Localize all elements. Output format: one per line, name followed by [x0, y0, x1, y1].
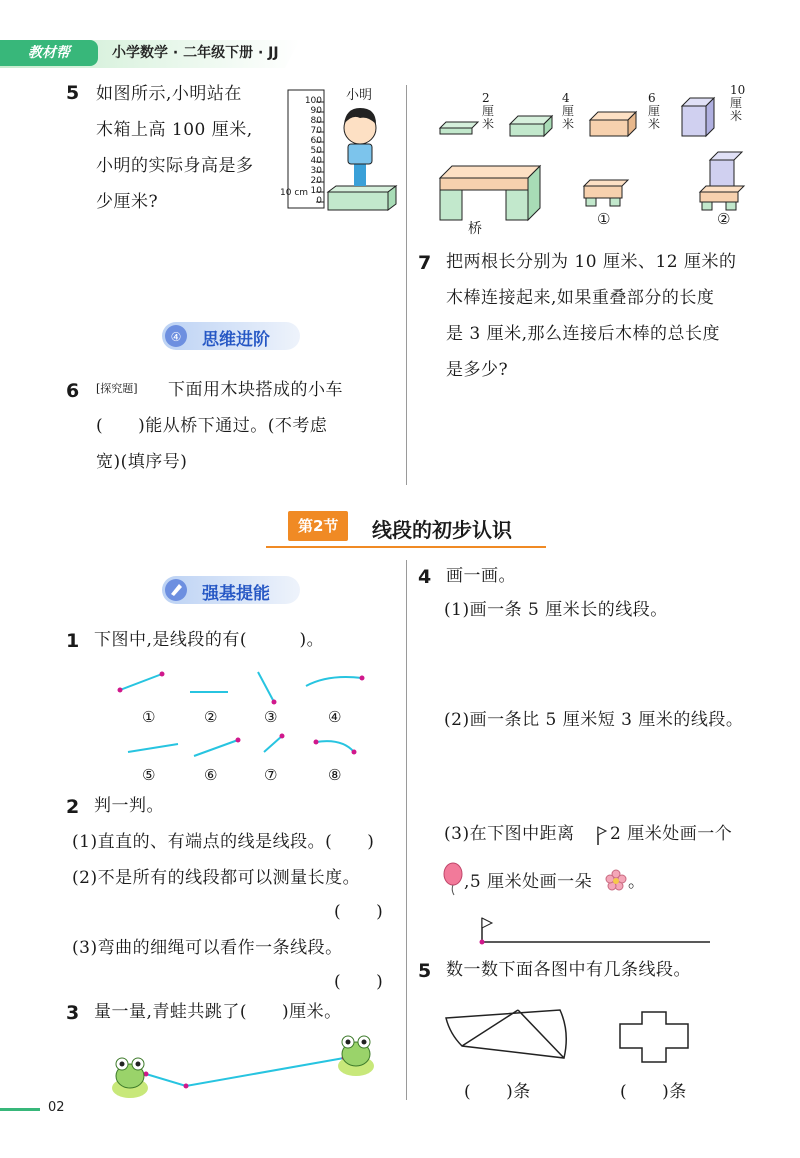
basic-badge-text: 强基提能	[202, 584, 270, 604]
q5b-text: 数一数下面各图中有几条线段。	[446, 960, 691, 980]
q6-line: 宽)(填序号)	[96, 452, 188, 472]
q6-line: ( )能从桥下通过。(不考虑	[96, 416, 328, 436]
question-number: 6	[66, 380, 80, 402]
thinking-badge	[162, 320, 302, 352]
thinking-badge-text: 思维进阶	[202, 330, 270, 350]
section-title: 线段的初步认识	[372, 518, 512, 542]
question-number: 5	[66, 82, 80, 104]
block-label: 10厘米	[730, 83, 746, 123]
unit-label: 10 cm	[280, 188, 309, 198]
answer-blank[interactable]: ( )条	[464, 1082, 531, 1102]
segment-label: ⑦	[264, 766, 278, 784]
segment-label: ①	[142, 708, 156, 726]
question-number: 1	[66, 630, 80, 652]
question-number: 2	[66, 796, 80, 818]
block-label: 2厘米	[482, 91, 495, 131]
q1-text: 下图中,是线段的有( )。	[94, 630, 325, 650]
segment-label: ⑤	[142, 766, 156, 784]
q2-item: (3)弯曲的细绳可以看作一条线段。	[72, 938, 343, 958]
name-label: 小明	[346, 88, 373, 103]
q4-item: 2 厘米处画一个	[610, 824, 733, 844]
segment-label: ③	[264, 708, 278, 726]
page-number-bar	[0, 1108, 40, 1111]
column-divider	[406, 560, 407, 1100]
q2-item: (2)不是所有的线段都可以测量长度。	[72, 868, 361, 888]
q5-line: 木箱上高 100 厘米,	[96, 120, 253, 140]
car-label: ②	[717, 210, 731, 228]
segment-label: ②	[204, 708, 218, 726]
q2-title: 判一判。	[94, 796, 164, 816]
balloon-icon	[442, 862, 464, 896]
svg-text:④: ④	[170, 330, 182, 344]
section-label: 第2节	[288, 511, 348, 541]
flag-line-figure	[476, 914, 716, 946]
q7-line: 是 3 厘米,那么连接后木棒的总长度	[446, 324, 721, 344]
tick-label: 80	[310, 116, 322, 126]
q2-item: (1)直直的、有端点的线是线段。( )	[72, 832, 375, 852]
q2-answer-paren[interactable]: ( )	[334, 972, 384, 992]
q5-line: 少厘米?	[96, 192, 159, 212]
car-label: ①	[597, 210, 611, 228]
tick-label: 90	[310, 106, 322, 116]
q5-line: 如图所示,小明站在	[96, 84, 242, 104]
flower-icon	[604, 868, 628, 892]
segment-label: ⑥	[204, 766, 218, 784]
tick-label: 60	[310, 136, 322, 146]
q4-title: 画一画。	[446, 566, 516, 586]
header-title: 小学数学 · 二年级下册 · JJ	[112, 45, 279, 61]
question-number: 7	[418, 252, 432, 274]
tick-label: 30	[310, 166, 322, 176]
q4-item: (1)画一条 5 厘米长的线段。	[444, 600, 668, 620]
question-number: 4	[418, 566, 432, 588]
flag-icon	[596, 826, 608, 846]
q4-item: (2)画一条比 5 厘米短 3 厘米的线段。	[444, 710, 744, 730]
q4-item: ,5 厘米处画一朵	[464, 872, 593, 892]
q4-item: (3)在下图中距离	[444, 824, 575, 844]
answer-blank[interactable]: ( )条	[620, 1082, 687, 1102]
tick-label: 10	[310, 186, 322, 196]
basic-badge	[162, 574, 302, 606]
bridge-label: 桥	[468, 221, 482, 237]
question-number: 3	[66, 1002, 80, 1024]
question-number: 5	[418, 960, 432, 982]
q7-line: 木棒连接起来,如果重叠部分的长度	[446, 288, 715, 308]
segment-label: ④	[328, 708, 342, 726]
tick-label: 40	[310, 156, 322, 166]
column-divider	[406, 85, 407, 485]
q4-item: 。	[628, 872, 646, 892]
page-number: 02	[48, 1100, 65, 1115]
q5-line: 小明的实际身高是多	[96, 156, 254, 176]
segment-label: ⑧	[328, 766, 342, 784]
count-segments-figure	[440, 1006, 740, 1066]
tick-label: 100	[304, 96, 322, 106]
q6-tag: [探究题]	[96, 382, 138, 395]
tick-label: 20	[310, 176, 322, 186]
height-figure	[282, 82, 400, 214]
q6-line: 下面用木块搭成的小车	[168, 380, 343, 400]
block-label: 6厘米	[648, 91, 661, 131]
q2-answer-paren[interactable]: ( )	[334, 902, 384, 922]
q3-text: 量一量,青蛙共跳了( )厘米。	[94, 1002, 342, 1022]
q7-line: 是多少?	[446, 360, 509, 380]
header-tag: 教材帮	[0, 40, 98, 66]
tick-label: 70	[310, 126, 322, 136]
q7-line: 把两根长分别为 10 厘米、12 厘米的	[446, 252, 737, 272]
tick-label: 0	[316, 196, 322, 206]
frog-figure	[110, 1030, 380, 1104]
tick-label: 50	[310, 146, 322, 156]
block-label: 4厘米	[562, 91, 575, 131]
